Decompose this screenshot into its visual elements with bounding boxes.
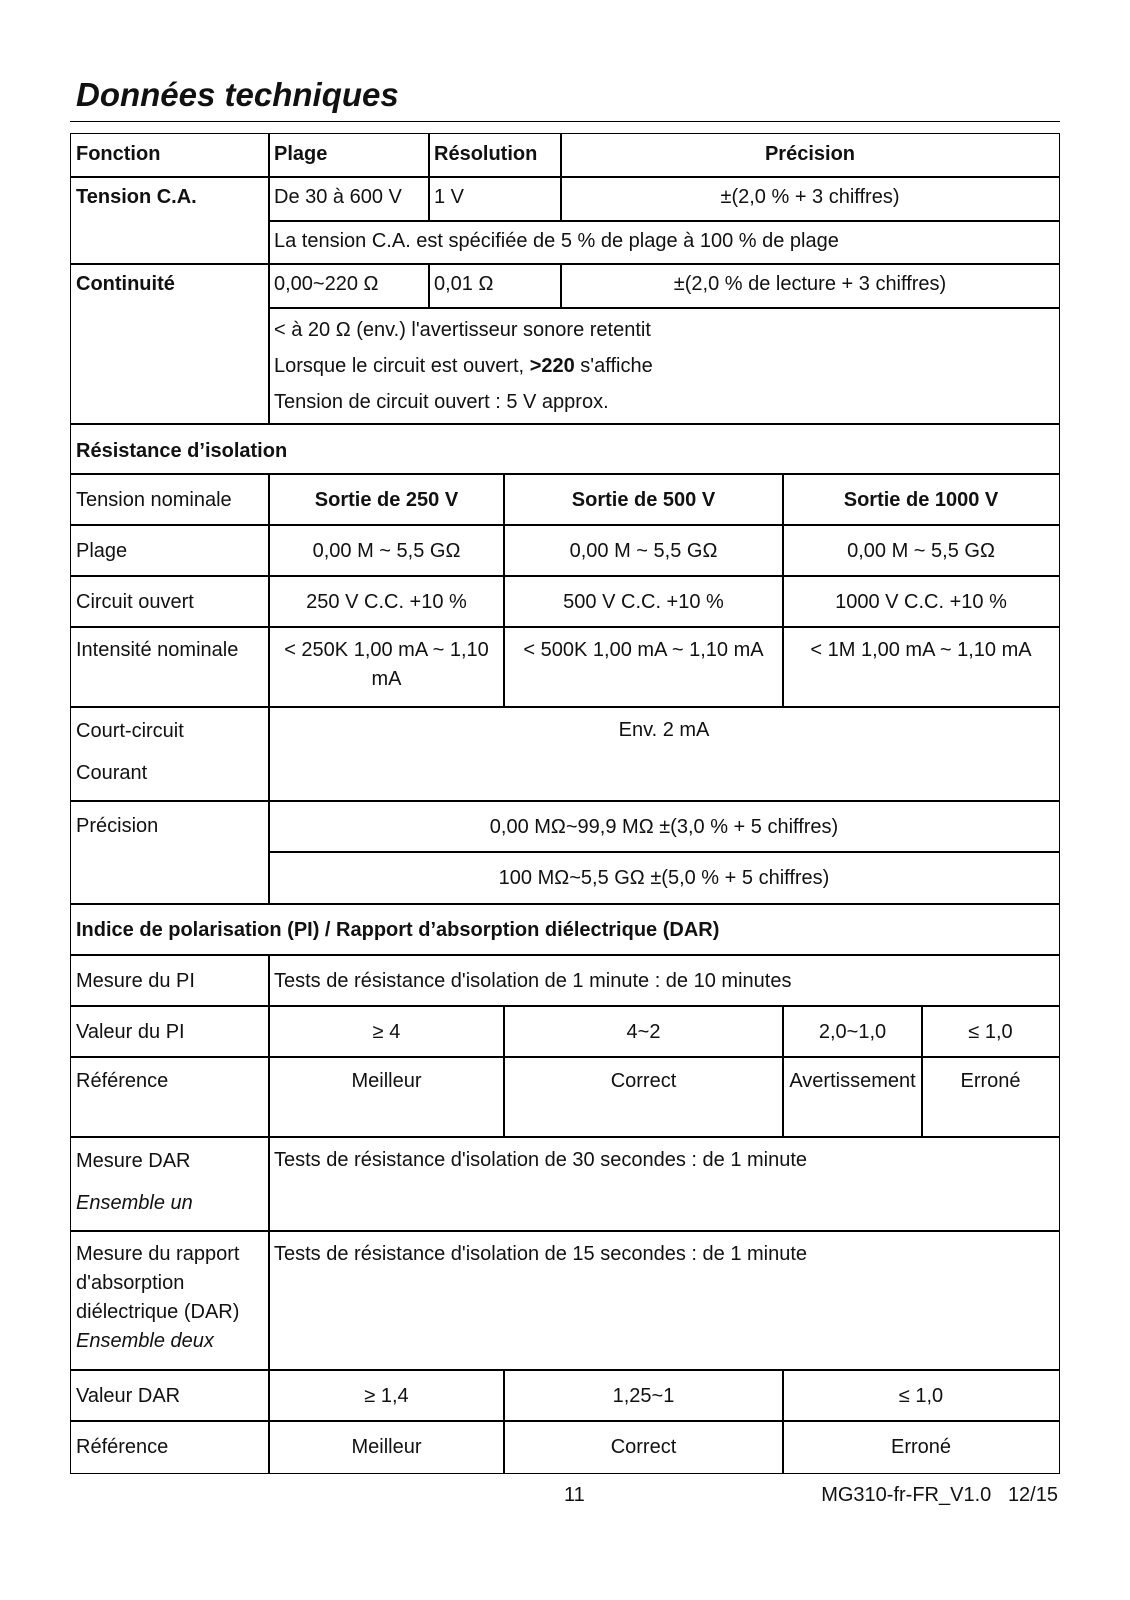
iso-co-250: 250 V C.C. +10 % <box>268 575 505 628</box>
dar2-label <box>70 1230 270 1371</box>
dar-valeur-3: ≤ 1,0 <box>782 1369 1060 1422</box>
continuite-note-voltage: Tension de circuit ouvert : 5 V approx. <box>274 391 609 413</box>
page-title: Données techniques <box>76 76 399 113</box>
pi-valeur-3: 2,0~1,0 <box>782 1005 923 1058</box>
dar1-label-sub: Ensemble un <box>76 1192 193 1214</box>
continuite-note-open-post: s'affiche <box>574 355 653 377</box>
iso-out-500: Sortie de 500 V <box>503 473 784 526</box>
iso-in-250: < 250K 1,00 mA ~ 1,10 mA <box>268 626 505 708</box>
dar-reference-label: Référence <box>70 1420 270 1474</box>
continuite-note-buzzer: < à 20 Ω (env.) l'avertisseur sonore retentit <box>274 319 651 341</box>
dar-valeur-label: Valeur DAR <box>70 1369 270 1422</box>
dar-reference-3: Erroné <box>782 1420 1060 1474</box>
pi-reference-3: Avertissement <box>782 1056 923 1138</box>
iso-circuit-ouvert-label: Circuit ouvert <box>70 575 270 628</box>
pi-reference-2: Correct <box>503 1056 784 1138</box>
isolation-section-title: Résistance d’isolation <box>70 423 1060 475</box>
dar1-label <box>70 1136 270 1232</box>
header-precision: Précision <box>560 133 1060 178</box>
dar1-value: Tests de résistance d'isolation de 30 secondes : de 1 minute <box>268 1136 1060 1232</box>
dar2-label-sub: Ensemble deux <box>76 1330 214 1352</box>
iso-plage-label: Plage <box>70 524 270 577</box>
tension-ca-plage: De 30 à 600 V <box>268 176 430 222</box>
title-divider <box>70 121 1060 122</box>
iso-out-1000: Sortie de 1000 V <box>782 473 1060 526</box>
pi-mesure-label: Mesure du PI <box>70 954 270 1007</box>
dar-reference-1: Meilleur <box>268 1420 505 1474</box>
iso-precision-2: 100 MΩ~5,5 GΩ ±(5,0 % + 5 chiffres) <box>268 851 1060 905</box>
pi-reference-1: Meilleur <box>268 1056 505 1138</box>
dar-reference-2: Correct <box>503 1420 784 1474</box>
iso-in-500: < 500K 1,00 mA ~ 1,10 mA <box>503 626 784 708</box>
continuite-notes <box>268 307 1060 425</box>
pi-valeur-label: Valeur du PI <box>70 1005 270 1058</box>
iso-court-circuit-value: Env. 2 mA <box>268 706 1060 802</box>
continuite-plage: 0,00~220 Ω <box>268 263 430 309</box>
continuite-label: Continuité <box>70 263 270 425</box>
continuite-note-open <box>274 348 1054 384</box>
continuite-note-open-pre: Lorsque le circuit est ouvert, <box>274 355 530 377</box>
document-reference: MG310-fr-FR_V1.0 12/15 <box>821 1484 1058 1506</box>
pi-reference-4: Erroné <box>921 1056 1060 1138</box>
continuite-precision: ±(2,0 % de lecture + 3 chiffres) <box>560 263 1060 309</box>
dar-valeur-2: 1,25~1 <box>503 1369 784 1422</box>
header-fonction: Fonction <box>70 133 270 178</box>
tension-ca-precision: ±(2,0 % + 3 chiffres) <box>560 176 1060 222</box>
iso-in-1000: < 1M 1,00 mA ~ 1,10 mA <box>782 626 1060 708</box>
iso-co-500: 500 V C.C. +10 % <box>503 575 784 628</box>
dar-valeur-1: ≥ 1,4 <box>268 1369 505 1422</box>
iso-intensite-label: Intensité nominale <box>70 626 270 708</box>
iso-out-250: Sortie de 250 V <box>268 473 505 526</box>
iso-court-circuit-line2: Courant <box>76 762 148 784</box>
iso-tension-nominale-label: Tension nominale <box>70 473 270 526</box>
dar2-value: Tests de résistance d'isolation de 15 secondes : de 1 minute <box>268 1230 1060 1371</box>
continuite-resolution: 0,01 Ω <box>428 263 562 309</box>
iso-plage-500: 0,00 M ~ 5,5 GΩ <box>503 524 784 577</box>
tension-ca-label: Tension C.A. <box>70 176 270 265</box>
continuite-note-open-value: >220 <box>529 355 575 377</box>
header-resolution: Résolution <box>428 133 562 178</box>
header-plage: Plage <box>268 133 430 178</box>
iso-co-1000: 1000 V C.C. +10 % <box>782 575 1060 628</box>
tension-ca-resolution: 1 V <box>428 176 562 222</box>
pi-valeur-4: ≤ 1,0 <box>921 1005 1060 1058</box>
tension-ca-note: La tension C.A. est spécifiée de 5 % de plage à 100 % de plage <box>268 220 1060 265</box>
dar2-label-main: Mesure du rapport d'absorption diélectrique (DAR) <box>76 1243 240 1323</box>
pi-reference-label: Référence <box>70 1056 270 1138</box>
pi-valeur-2: 4~2 <box>503 1005 784 1058</box>
iso-precision-1: 0,00 MΩ~99,9 MΩ ±(3,0 % + 5 chiffres) <box>268 800 1060 853</box>
iso-precision-label: Précision <box>70 800 270 905</box>
pi-mesure-value: Tests de résistance d'isolation de 1 minute : de 10 minutes <box>268 954 1060 1007</box>
dar1-label-main: Mesure DAR <box>76 1150 191 1172</box>
iso-plage-1000: 0,00 M ~ 5,5 GΩ <box>782 524 1060 577</box>
pi-dar-section-title: Indice de polarisation (PI) / Rapport d’absorption diélectrique (DAR) <box>70 903 1060 956</box>
page-number: 11 <box>564 1484 585 1506</box>
iso-plage-250: 0,00 M ~ 5,5 GΩ <box>268 524 505 577</box>
iso-court-circuit-label <box>70 706 270 802</box>
iso-court-circuit-line1: Court-circuit <box>76 720 184 742</box>
pi-valeur-1: ≥ 4 <box>268 1005 505 1058</box>
